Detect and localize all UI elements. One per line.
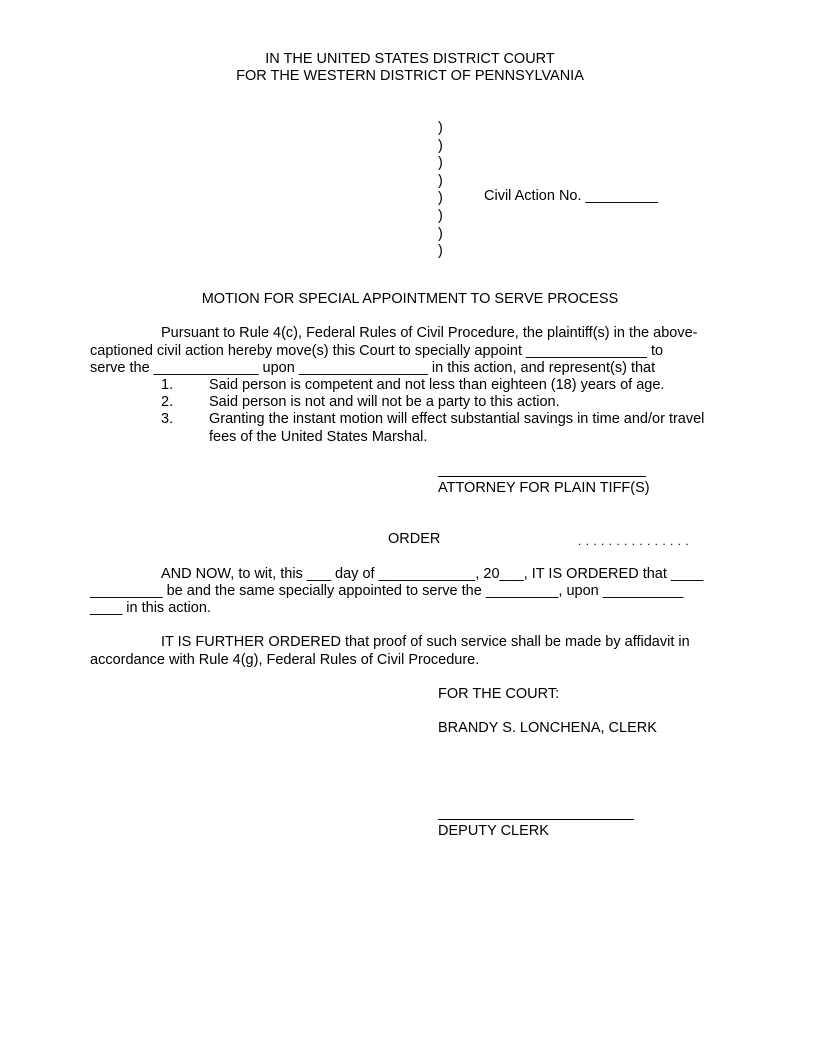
motion-title: MOTION FOR SPECIAL APPOINTMENT TO SERVE PROCESS	[201, 291, 619, 307]
item-text: Said person is not and will not be a party to this action.	[209, 394, 560, 410]
order-para2-line1: IT IS FURTHER ORDERED that proof of such service shall be made by affidavit in	[161, 634, 690, 650]
item-number: 1.	[161, 377, 174, 393]
order-para1-line1: AND NOW, to wit, this ___ day of ____________, 20___, IT IS ORDERED that ____	[161, 566, 704, 582]
caption-paren: )	[438, 155, 443, 172]
item-number: 2.	[161, 394, 174, 410]
item-text: Said person is competent and not less than eighteen (18) years of age.	[209, 377, 665, 393]
motion-para-line1: Pursuant to Rule 4(c), Federal Rules of Civil Procedure, the plaintiff(s) in the above-	[161, 325, 698, 341]
clerk-name: BRANDY S. LONCHENA, CLERK	[438, 720, 657, 736]
court-title-line2: FOR THE WESTERN DISTRICT OF PENNSYLVANIA	[236, 68, 584, 84]
motion-para-line3: serve the _____________ upon ________________ in this action, and represent(s) that	[90, 360, 656, 376]
caption-paren: )	[438, 243, 443, 260]
attorney-signature-line	[438, 476, 646, 477]
caption-paren: )	[438, 137, 443, 154]
order-para1-line3: ____ in this action.	[90, 600, 211, 616]
item-text-continued: fees of the United States Marshal.	[209, 429, 428, 445]
deputy-clerk-label: DEPUTY CLERK	[438, 823, 549, 839]
deputy-signature-line	[438, 819, 634, 820]
caption-parens	[438, 120, 443, 261]
caption-paren: )	[438, 207, 443, 224]
civil-action-number: Civil Action No. _________	[484, 188, 659, 204]
caption-paren: )	[438, 172, 443, 189]
caption-paren: )	[438, 120, 443, 136]
court-title-line1: IN THE UNITED STATES DISTRICT COURT	[265, 51, 555, 67]
order-title: ORDER	[388, 531, 441, 547]
caption-paren: )	[438, 190, 443, 207]
item-number: 3.	[161, 411, 174, 427]
attorney-label: ATTORNEY FOR PLAIN TIFF(S)	[438, 480, 650, 496]
motion-para-line2: captioned civil action hereby move(s) this Court to specially appoint _______________ to	[90, 343, 664, 359]
for-the-court: FOR THE COURT:	[438, 686, 560, 702]
caption-paren: )	[438, 225, 443, 242]
item-text: Granting the instant motion will effect substantial savings in time and/or travel	[209, 411, 705, 427]
dotted-leader: . . . . . . . . . . . . . . .	[578, 534, 690, 548]
order-para1-line2: _________ be and the same specially appointed to serve the _________, upon __________	[90, 583, 684, 599]
order-para2-line2: accordance with Rule 4(g), Federal Rules of Civil Procedure.	[90, 652, 480, 668]
